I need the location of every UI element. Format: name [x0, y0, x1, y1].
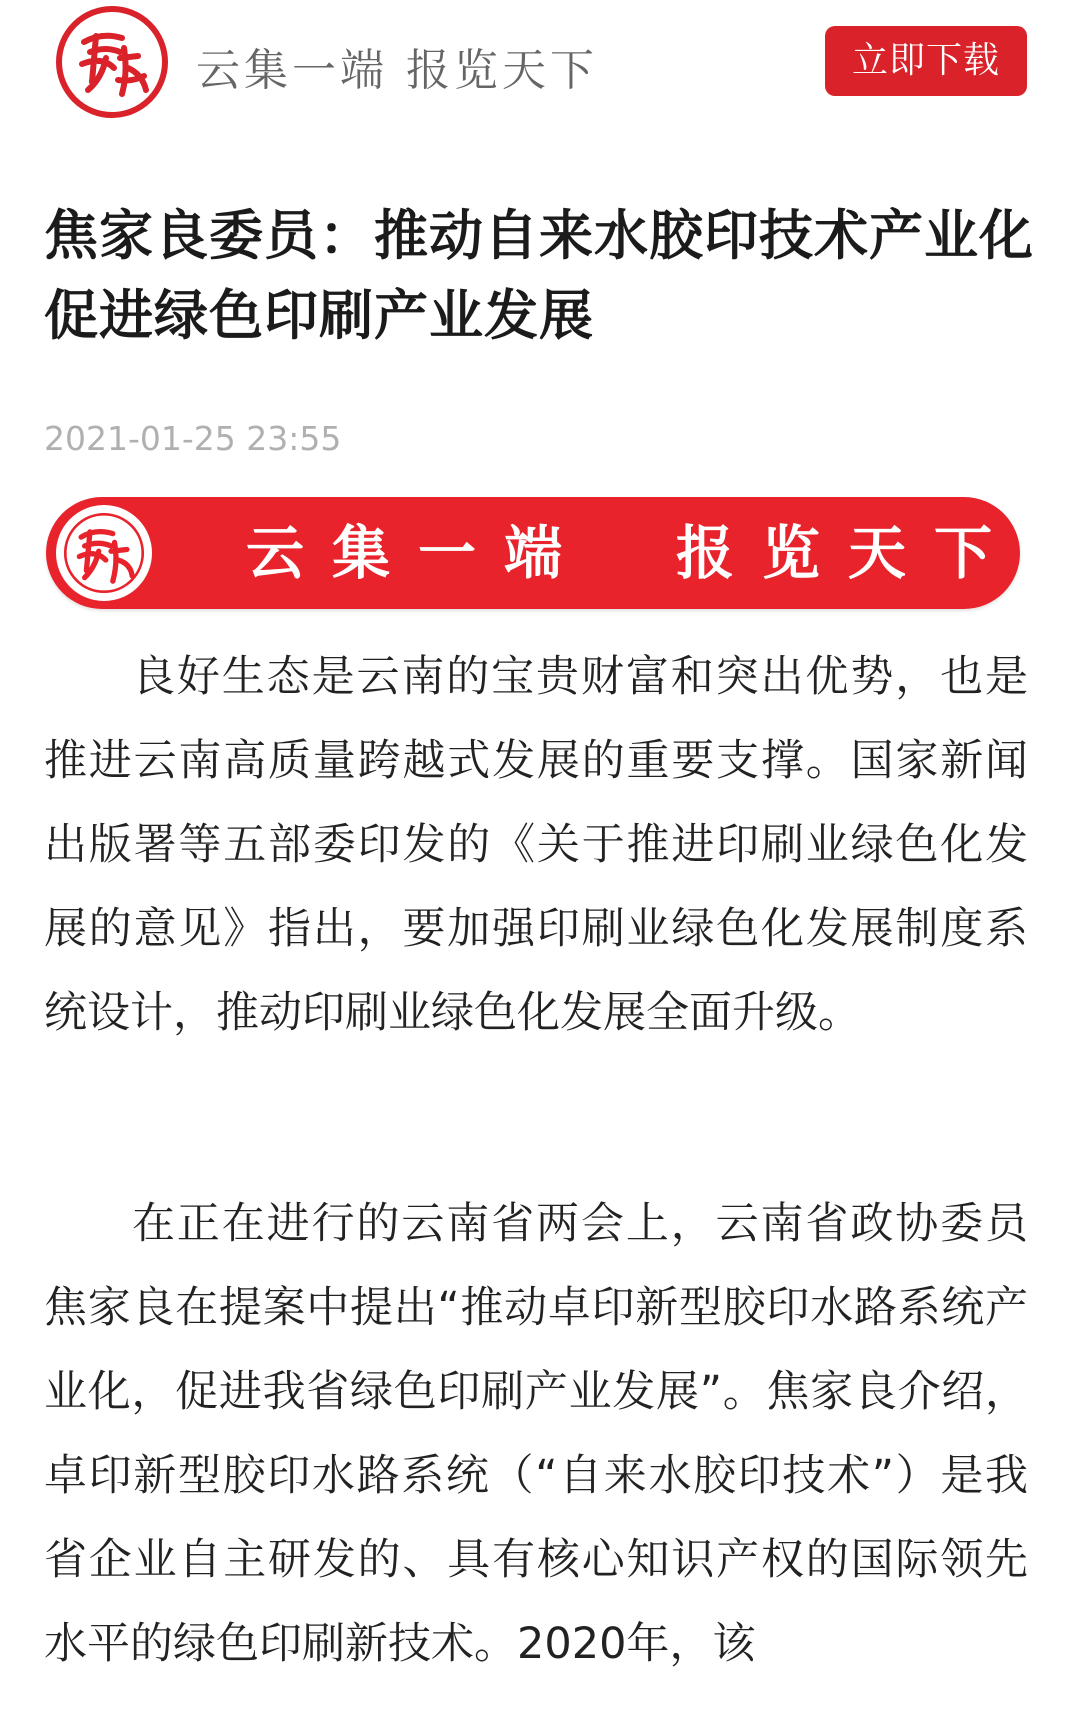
header-slogan: 云集一端 报览天下	[196, 45, 598, 96]
brand-banner	[46, 497, 1020, 609]
publish-timestamp: 2021-01-25 23:55	[44, 419, 342, 458]
banner-logo	[56, 505, 152, 601]
article-paragraph-2: 在正在进行的云南省两会上，云南省政协委员焦家良在提案中提出“推动卓印新型胶印水路系统产业化，促进我省绿色印刷产业发展”。焦家良介绍，卓印新型胶印水路系统（“自来水胶印技术”）是我省企业自主研发的、具有核心知识产权的国际领先水平的绿色印刷新技术。2020年，该	[44, 1199, 1028, 1669]
yunbao-logo	[56, 6, 168, 118]
download-app-button[interactable]: 立即下载	[825, 26, 1027, 96]
app-header	[0, 0, 1080, 130]
yunbao-calligraphy-icon	[60, 509, 148, 597]
banner-slogan: 云集一端 报览天下	[246, 519, 1021, 587]
article-paragraph-1: 良好生态是云南的宝贵财富和突出优势，也是推进云南高质量跨越式发展的重要支撑。国家新闻出版署等五部委印发的《关于推进印刷业绿色化发展的意见》指出，要加强印刷业绿色化发展制度系统设计，推动印刷业绿色化发展全面升级。	[44, 652, 1028, 1038]
article-title: 焦家良委员：推动自来水胶印技术产业化 促进绿色印刷产业发展	[44, 204, 1034, 347]
yunbao-calligraphy-icon	[62, 12, 162, 112]
